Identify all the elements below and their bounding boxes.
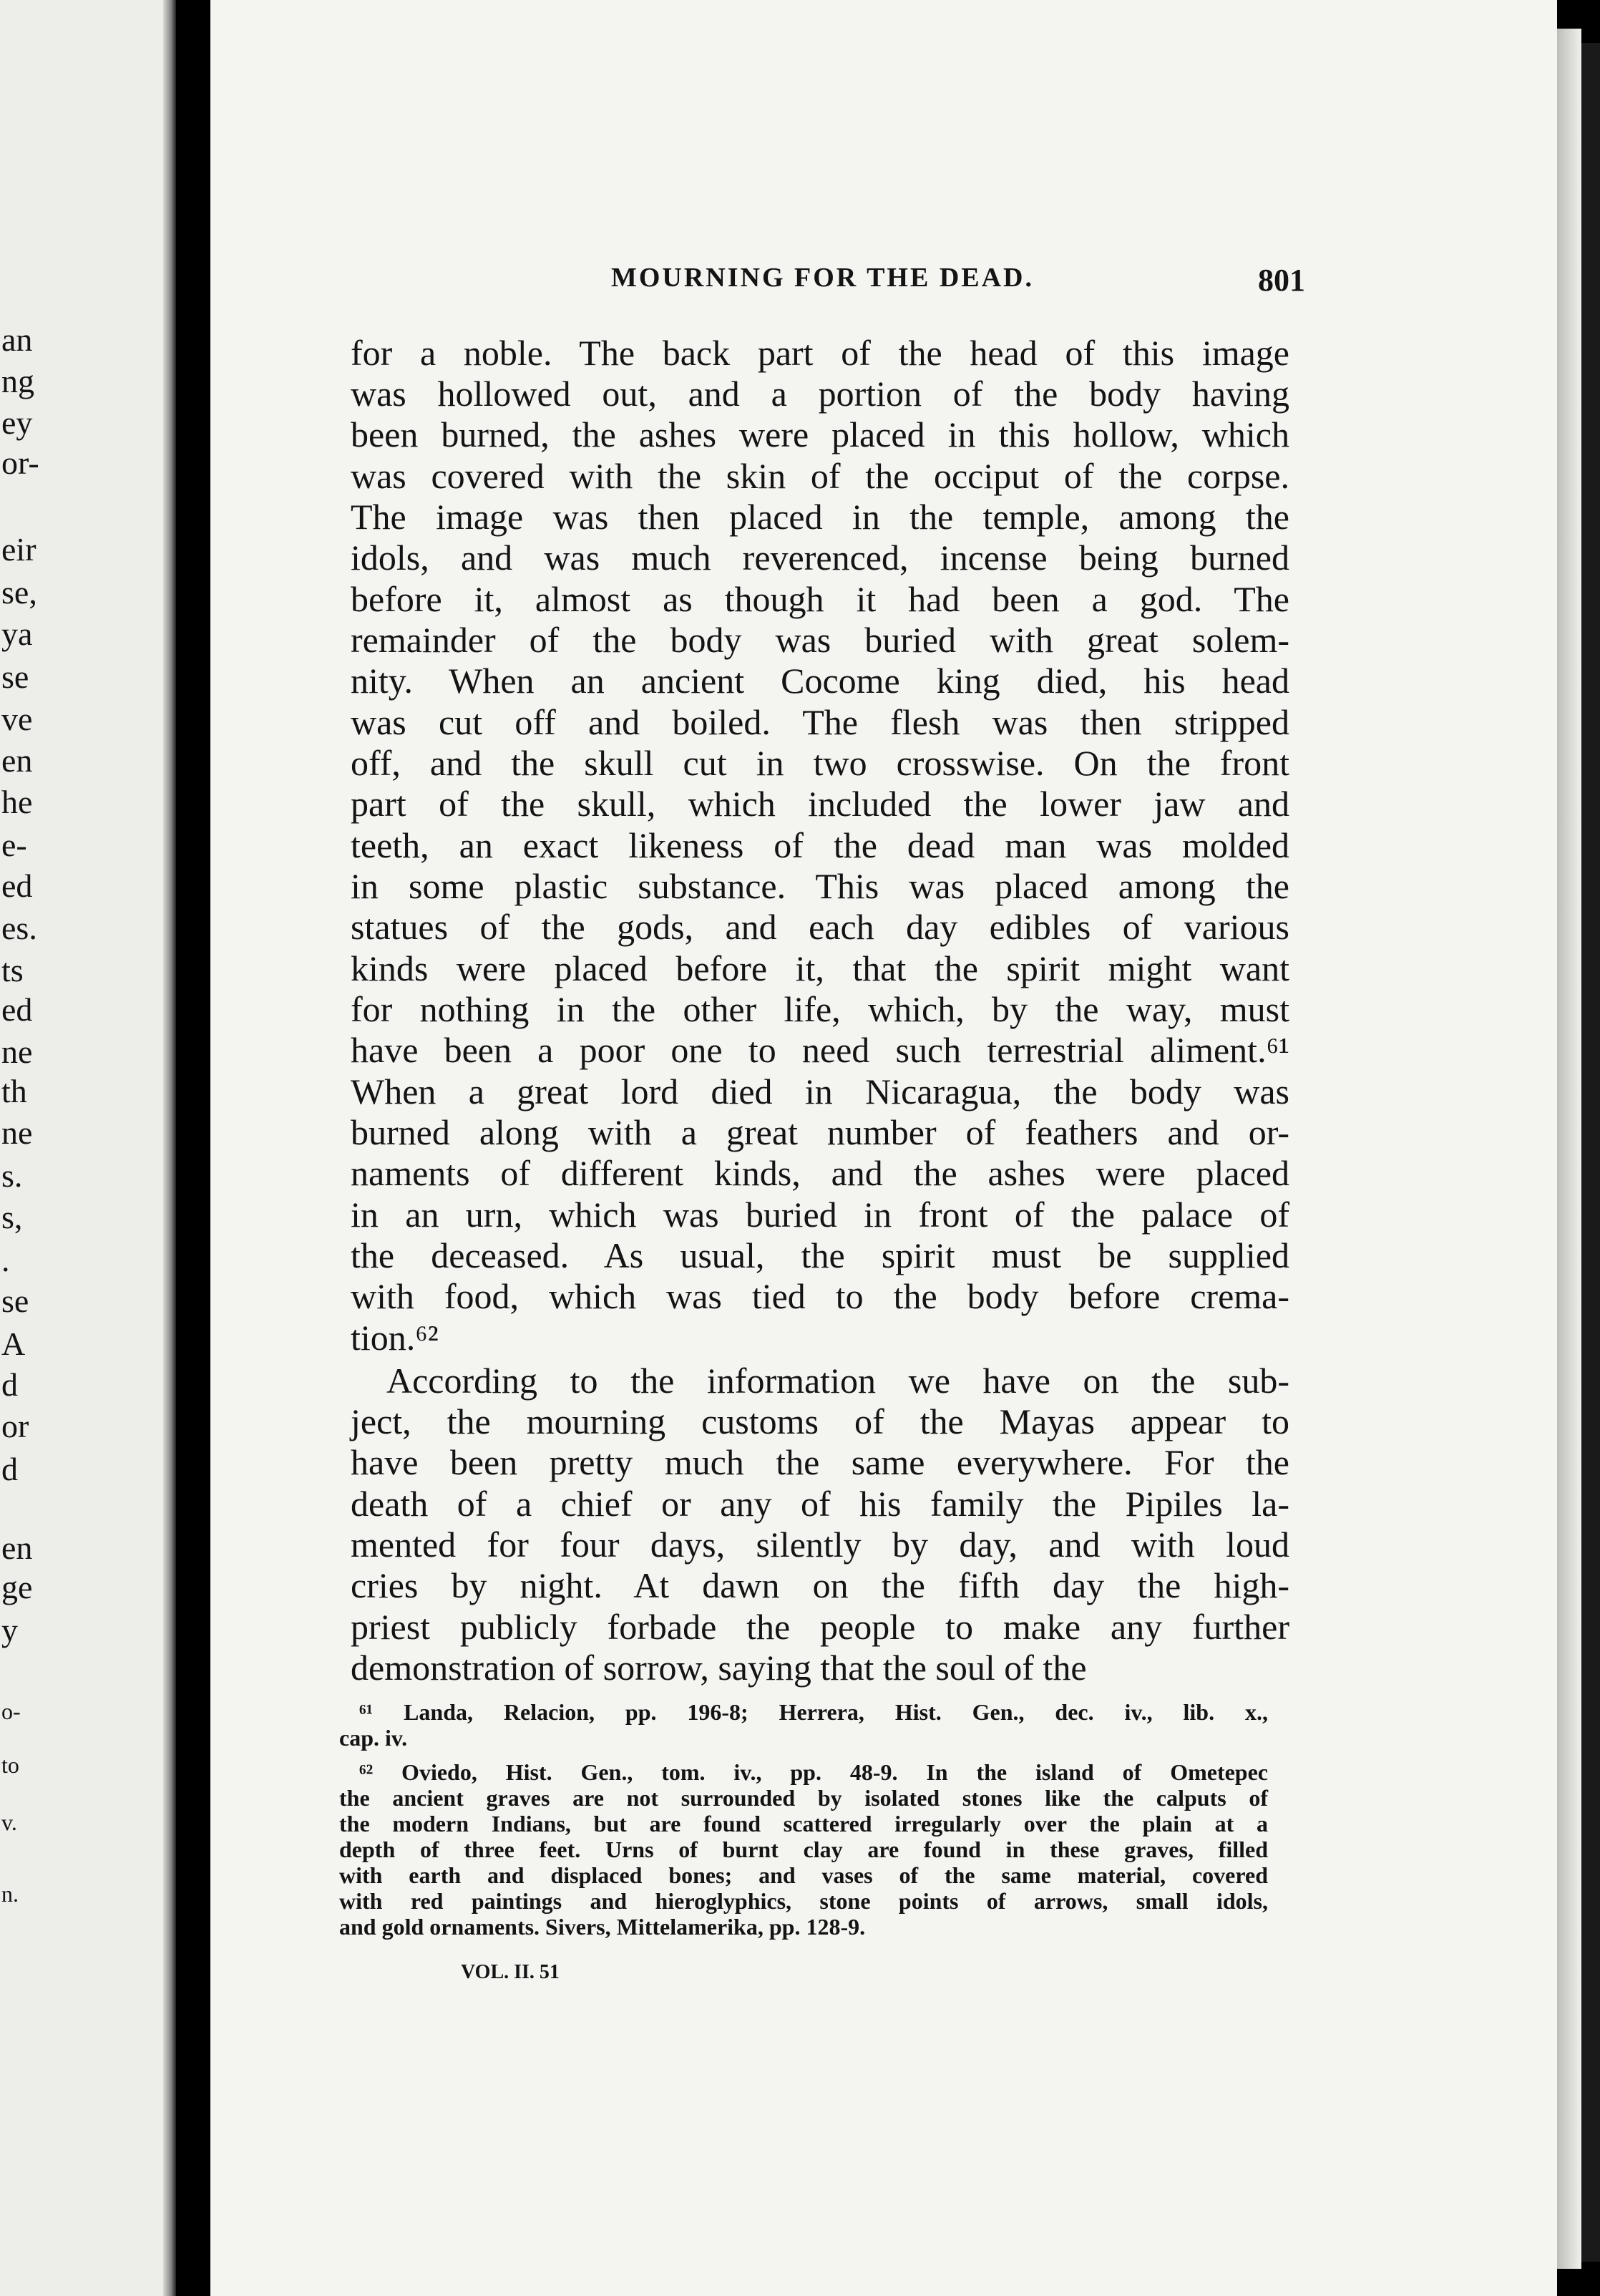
- text-line: was covered with the skin of the occiput of the corpse.: [351, 456, 1289, 496]
- facing-page-fragment: or: [1, 1408, 29, 1444]
- facing-page-fragment: d: [1, 1366, 18, 1403]
- text-line: have been pretty much the same everywhere. For the: [351, 1442, 1289, 1482]
- text-line: naments of different kinds, and the ashes were placed: [351, 1153, 1289, 1193]
- page-edge: [1557, 29, 1581, 2269]
- text-line: teeth, an exact likeness of the dead man was molded: [351, 825, 1289, 865]
- text-line: part of the skull, which included the lower jaw and: [351, 784, 1289, 824]
- footnote-line: with earth and displaced bones; and vases of the same material, covered: [339, 1862, 1268, 1888]
- facing-page-edge: [0, 0, 176, 2296]
- text-line: remainder of the body was buried with great solem-: [351, 620, 1289, 660]
- facing-page-fragment: to: [1, 1752, 19, 1778]
- text-line: for a noble. The back part of the head of this image: [351, 333, 1289, 373]
- facing-page-fragment: s,: [1, 1199, 23, 1235]
- text-line: nity. When an ancient Cocome king died, his head: [351, 661, 1289, 701]
- text-line: priest publicly forbade the people to make any further: [351, 1607, 1289, 1647]
- text-line: was cut off and boiled. The flesh was then stripped: [351, 702, 1289, 742]
- facing-page-fragment: eir: [1, 531, 36, 568]
- facing-page-fragment: se: [1, 1283, 29, 1319]
- facing-page-fragment: .: [1, 1242, 10, 1278]
- text-line: in some plastic substance. This was placed among the: [351, 866, 1289, 906]
- facing-page-fragment: or-: [1, 444, 39, 481]
- text-line: statues of the gods, and each day edibles of various: [351, 907, 1289, 947]
- footnote-line: and gold ornaments. Sivers, Mittelamerika, pp. 128-9.: [339, 1914, 866, 1940]
- text-line: ject, the mourning customs of the Mayas appear to: [351, 1401, 1289, 1441]
- facing-page-fragment: an: [1, 321, 33, 358]
- facing-page-fragment: en: [1, 1529, 33, 1566]
- facing-page-fragment: d: [1, 1451, 18, 1487]
- text-line: kinds were placed before it, that the spirit might want: [351, 948, 1289, 988]
- page-number: 801: [1258, 263, 1305, 298]
- facing-page-fragment: th: [1, 1073, 27, 1109]
- text-line: According to the information we have on the sub-: [386, 1361, 1289, 1401]
- text-line: mented for four days, silently by day, and with loud: [351, 1524, 1289, 1565]
- book-edge-shadow: [1581, 43, 1600, 2262]
- facing-page-fragment: v.: [1, 1809, 17, 1835]
- text-line: have been a poor one to need such terrestrial aliment.⁶¹: [351, 1030, 1289, 1070]
- facing-page-fragment: ts: [1, 952, 24, 988]
- text-line: been burned, the ashes were placed in this hollow, which: [351, 414, 1289, 454]
- text-line: tion.⁶²: [351, 1318, 439, 1358]
- facing-page-fragment: ey: [1, 404, 33, 441]
- text-line: death of a chief or any of his family the Pipiles la-: [351, 1484, 1289, 1524]
- footnote-line: the modern Indians, but are found scattered irregularly over the plain at a: [339, 1811, 1268, 1837]
- facing-page-fragment: ed: [1, 867, 33, 904]
- text-line: in an urn, which was buried in front of the palace of: [351, 1195, 1289, 1235]
- text-line: the deceased. As usual, the spirit must be supplied: [351, 1235, 1289, 1275]
- footnote-line: with red paintings and hieroglyphics, stone points of arrows, small idols,: [339, 1888, 1268, 1914]
- text-line: cries by night. At dawn on the fifth day the high-: [351, 1565, 1289, 1605]
- facing-page-fragment: se: [1, 658, 29, 695]
- facing-page-fragment: ya: [1, 616, 33, 652]
- running-title: MOURNING FOR THE DEAD.: [611, 263, 1034, 293]
- footnote-line: cap. iv.: [339, 1725, 408, 1751]
- text-line: The image was then placed in the temple, among the: [351, 497, 1289, 537]
- page-header: [611, 262, 1305, 299]
- facing-page-fragment: ng: [1, 363, 34, 399]
- footnote-line: the ancient graves are not surrounded by isolated stones like the calputs of: [339, 1785, 1268, 1811]
- facing-page-fragment: se,: [1, 574, 37, 611]
- text-line: for nothing in the other life, which, by the way, must: [351, 989, 1289, 1029]
- text-line: with food, which was tied to the body before crema-: [351, 1276, 1289, 1316]
- facing-page-fragment: s.: [1, 1157, 23, 1194]
- facing-page-fragment: ne: [1, 1114, 33, 1151]
- left-gutter-shadow: [163, 0, 176, 2296]
- facing-page-fragment: he: [1, 784, 33, 820]
- facing-page-fragment: n.: [1, 1881, 19, 1907]
- text-line: demonstration of sorrow, saying that the soul of the: [351, 1648, 1087, 1688]
- facing-page-fragment: ed: [1, 991, 33, 1028]
- facing-page-fragment: es.: [1, 910, 37, 946]
- text-line: off, and the skull cut in two crosswise. On the front: [351, 743, 1289, 783]
- footnote-line: ⁶¹ Landa, Relacion, pp. 196-8; Herrera, Hist. Gen., dec. iv., lib. x.,: [359, 1699, 1268, 1725]
- text-line: was hollowed out, and a portion of the body having: [351, 374, 1289, 414]
- text-line: When a great lord died in Nicaragua, the body was: [351, 1071, 1289, 1111]
- facing-page-fragment: A: [1, 1325, 26, 1362]
- footnote-line: depth of three feet. Urns of burnt clay are found in these graves, filled: [339, 1837, 1268, 1862]
- facing-page-fragment: ve: [1, 701, 33, 737]
- text-line: idols, and was much reverenced, incense being burned: [351, 537, 1289, 578]
- facing-page-fragment: ge: [1, 1569, 33, 1605]
- facing-page-fragment: y: [1, 1612, 18, 1648]
- text-line: burned along with a great number of feathers and or-: [351, 1112, 1289, 1152]
- footnote-line: ⁶² Oviedo, Hist. Gen., tom. iv., pp. 48-9. In the island of Ometepec: [359, 1759, 1268, 1785]
- facing-page-fragment: e-: [1, 827, 27, 863]
- facing-page-fragment: en: [1, 742, 33, 779]
- signature-mark: VOL. II. 51: [461, 1961, 560, 1983]
- text-line: before it, almost as though it had been a god. The: [351, 579, 1289, 619]
- facing-page-fragment: ne: [1, 1033, 33, 1070]
- facing-page-fragment: o-: [1, 1698, 21, 1724]
